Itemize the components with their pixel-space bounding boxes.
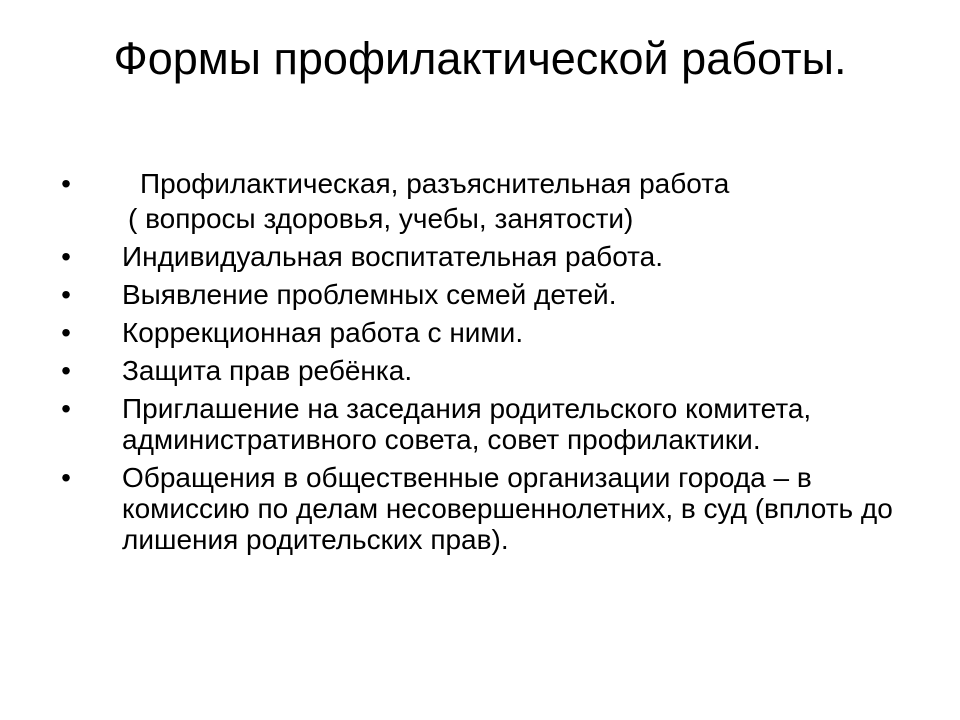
slide-title: Формы профилактической работы. — [113, 33, 847, 84]
list-item — [56, 241, 916, 272]
bullet-icon: • — [61, 279, 71, 310]
list-item-subtext: ( вопросы здоровья, учебы, занятости) — [128, 203, 634, 234]
bullet-icon: • — [61, 393, 71, 424]
list-item — [56, 462, 916, 555]
list-item-text: Индивидуальная воспитательная работа. — [122, 241, 664, 272]
list-item — [56, 317, 916, 348]
list-item-text: Профилактическая, разъяснительная работа — [140, 168, 730, 199]
bullet-icon: • — [61, 355, 71, 386]
list-item — [56, 393, 916, 455]
list-item — [56, 279, 916, 310]
list-item — [56, 168, 916, 234]
list-item-text: Выявление проблемных семей детей. — [122, 279, 617, 310]
list-item-text: Защита прав ребёнка. — [122, 355, 413, 386]
list-item — [56, 355, 916, 386]
bullet-icon: • — [61, 168, 71, 199]
list-item-text: Обращения в общественные организации города – в комиссию по делам несовершеннолетних, в суд (вплоть до лишения родительских прав). — [122, 462, 893, 555]
bullet-list — [56, 168, 916, 562]
list-item-text: Приглашение на заседания родительского комитета, административного совета, совет профилактики. — [122, 393, 812, 455]
list-item-text: Коррекционная работа с ними. — [122, 317, 524, 348]
bullet-icon: • — [61, 317, 71, 348]
bullet-icon: • — [61, 462, 71, 493]
bullet-icon: • — [61, 241, 71, 272]
